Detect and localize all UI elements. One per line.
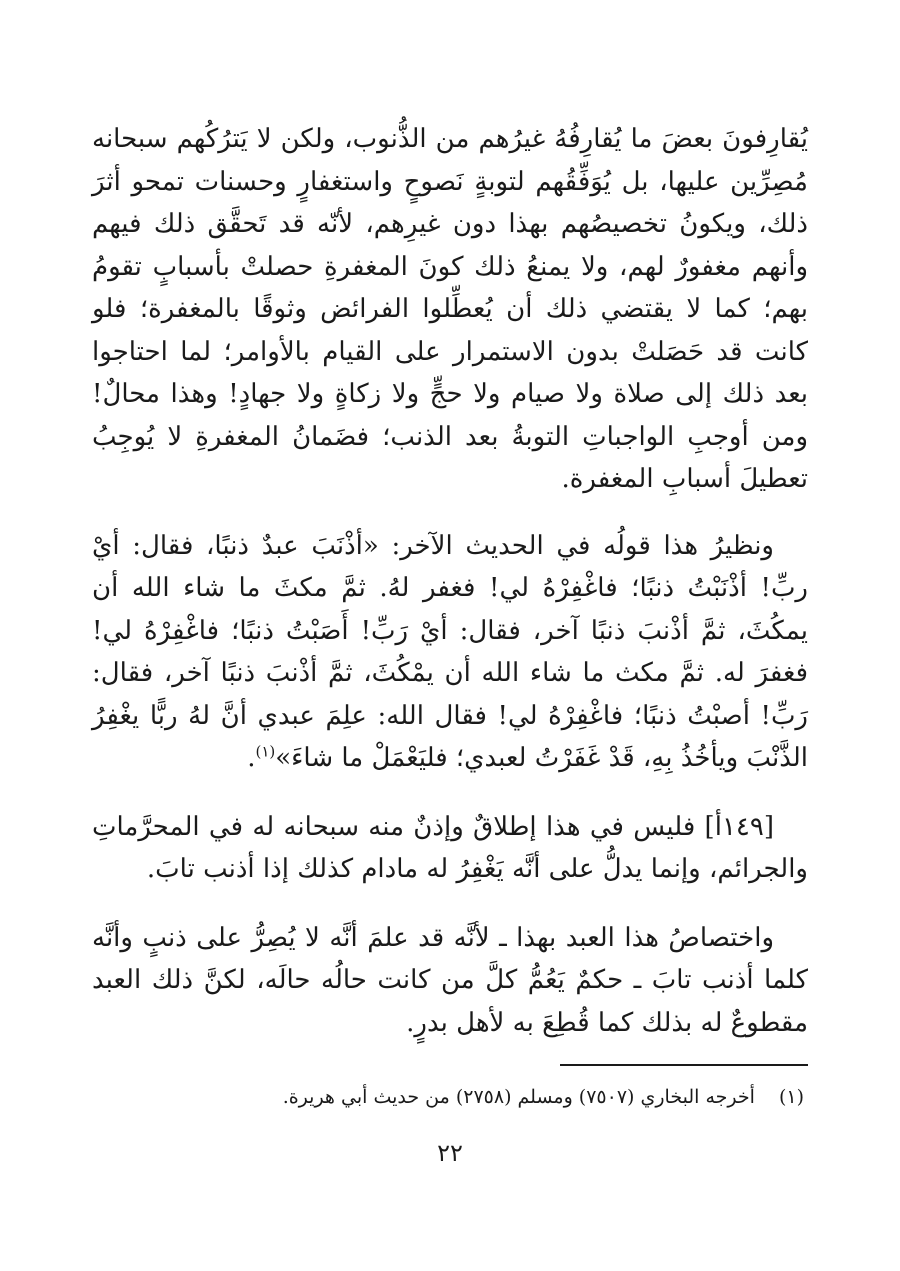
paragraph-1-text: يُقارِفونَ بعضَ ما يُقارِفُهُ غيرُهم من الذُّنوب، ولكن لا يَترُكُهم سبحانه مُصِرِّين عليها، بل يُوَفِّقُهم لتوبةٍ نَصوحٍ واستغفارٍ وحسنات تمحو أثرَ ذلك، ويكونُ تخصيصُهم بهذا دون غيرِهم، لأنّه قد تَحقَّق ذلك فيهم وأنهم مغفورٌ لهم، ولا يمنعُ ذلك كونَ المغفرةِ حصلتْ بأسبابٍ تقومُ بهم؛ كما لا يقتضي ذلك أن يُعطِّلوا الفرائض وثوقًا بالمغفرة؛ فلو كانت قد حَصَلتْ بدون الاستمرار على القيام بالأوامر؛ لما احتاجوا بعد ذلك إلى صلاة ولا صيام ولا حجٍّ ولا زكاةٍ ولا جهادٍ! وهذا محالٌ! ومن أوجبِ الواجباتِ التوبةُ بعد الذنب؛ فضَمانُ المغفرةِ لا يُوجِبُ تعطيلَ أسبابِ المغفرة. — [92, 124, 809, 494]
paragraph-2-tail: . — [247, 743, 256, 773]
paragraph-3 — [92, 806, 808, 891]
paragraph-4-text: واختصاصُ هذا العبد بهذا ـ لأنَّه قد علمَ أنَّه لا يُصِرُّ على ذنبٍ وأنَّه كلما أذنب تابَ ـ حكمٌ يَعُمُّ كلَّ من كانت حالُه حالَه، لكنَّ ذلك العبد مقطوعٌ له بذلك كما قُطِعَ به لأهل بدرٍ. — [92, 922, 808, 1038]
footnote — [104, 1082, 804, 1112]
paragraph-3-text: [١٤٩أ] فليس في هذا إطلاقٌ وإذنٌ منه سبحانه له في المحرَّماتِ والجرائم، وإنما يدلُّ على أنَّه يَغْفِرُ له مادام كذلك إذا أذنب تابَ. — [92, 811, 808, 884]
footnote-divider — [560, 1064, 808, 1066]
main-text — [92, 118, 808, 1044]
footnote-number: (١) — [778, 1086, 804, 1108]
paragraph-2 — [92, 525, 808, 780]
paragraph-1 — [92, 118, 808, 501]
footnote-text: أخرجه البخاري (٧٥٠٧) ومسلم (٢٧٥٨) من حديث أبي هريرة. — [282, 1086, 755, 1108]
footnote-reference[interactable]: (١) — [255, 742, 276, 761]
paragraph-4 — [92, 917, 808, 1045]
paragraph-2-text: ونظيرُ هذا قولُه في الحديث الآخر: «أذْنَبَ عبدٌ ذنبًا، فقال: أيْ ربِّ! أذْنَبْتُ ذنبًا؛ فاغْفِرْهُ لي! فغفر لهُ. ثمَّ مكثَ ما شاء الله أن يمكُثَ، ثمَّ أذْنبَ ذنبًا آخر، فقال: أيْ رَبِّ! أَصَبْتُ ذنبًا؛ فاغْفِرْهُ لي! فغفرَ له. ثمَّ مكث ما شاء الله أن يمْكُثَ، ثمَّ أذْنبَ ذنبًا آخر، فقال: رَبِّ! أصبْتُ ذنبًا؛ فاغْفِرْهُ لي! فقال الله: علِمَ عبدي أنَّ لهُ ربًّا يغْفِرُ الذَّنْبَ ويأخُذُ بِهِ، قَدْ غَفَرْتُ لعبدي؛ فليَعْمَلْ ما شاءَ» — [92, 530, 808, 773]
page-number: ٢٢ — [437, 1139, 463, 1167]
